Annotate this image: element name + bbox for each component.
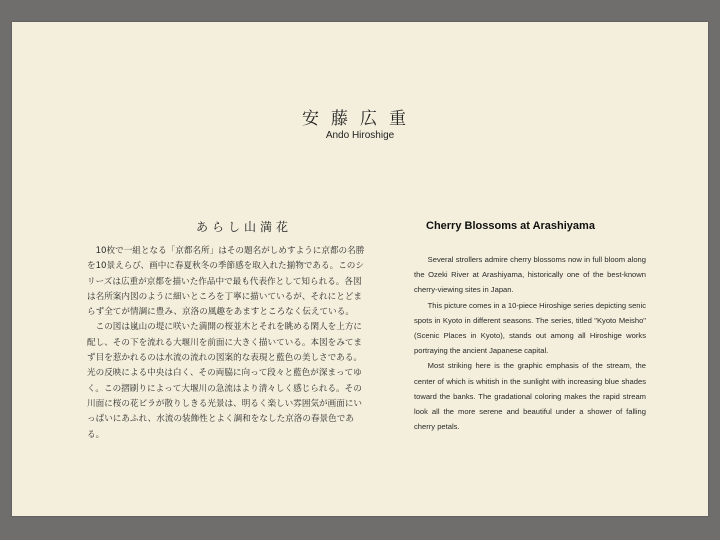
document-page <box>12 22 708 516</box>
english-paragraph: Several strollers admire cherry blossoms now in full bloom along the Ozeki River at Arashiyama, historically one of the best-known cherry-viewing sites in Japan. <box>414 255 646 295</box>
artist-name-japanese: 安藤広重 <box>302 109 418 129</box>
japanese-paragraph: 10枚で一組となる「京都名所」はその題名がしめすように京都の名勝を10景えらび、画中に春夏秋冬の季節感を取入れた揃物である。このシリーズは広重が京都を描いた作品中で最も代表作として知られる。各図は名所案内図のように細いところを丁寧に描いているが、それにとどまらず全てが情調に豊み、京洛の風趣をあますところなく伝えている。 <box>87 246 365 318</box>
artist-name-english: Ando Hiroshige <box>325 130 395 141</box>
english-paragraph: This picture comes in a 10-piece Hiroshige series depicting senic spots in Kyoto in different seasons. The series, titled "Kyoto Meisho" (Scenic Places in Kyoto), stands out among all Hiroshige works portraying the ancient Japanese capital. <box>414 300 646 356</box>
english-description <box>414 252 646 434</box>
english-paragraph: Most striking here is the graphic emphasis of the stream, the center of which is whitish in the sunlight with increasing blue shades toward the banks. The gradational coloring makes the rapid stream look all the more serene and beautiful under a shower of falling cherry petals. <box>414 361 646 432</box>
english-print-title: Cherry Blossoms at Arashiyama <box>426 220 595 232</box>
japanese-paragraph: この図は嵐山の堤に咲いた満開の桜並木とそれを眺める閑人を上方に配し、その下を流れる大堰川を前面に大きく描いている。本図をみてまず目を惹かれるのは水流の流れの図案的な表現と藍色の美しさである。光の反映による中央は白く、その両脇に向って段々と藍色が深まってゆく。この摺刷りによって大堰川の急流はより清々しく感じられる。その川面に桜の花ビラが散りしきる光景は、明るく楽しい雰囲気が画面にいっぱいにあふれ、水流の装飾性とよく調和をなした京洛の春景色である。 <box>87 322 363 440</box>
japanese-print-title: あらし山満花 <box>196 220 293 234</box>
japanese-description <box>87 244 369 443</box>
